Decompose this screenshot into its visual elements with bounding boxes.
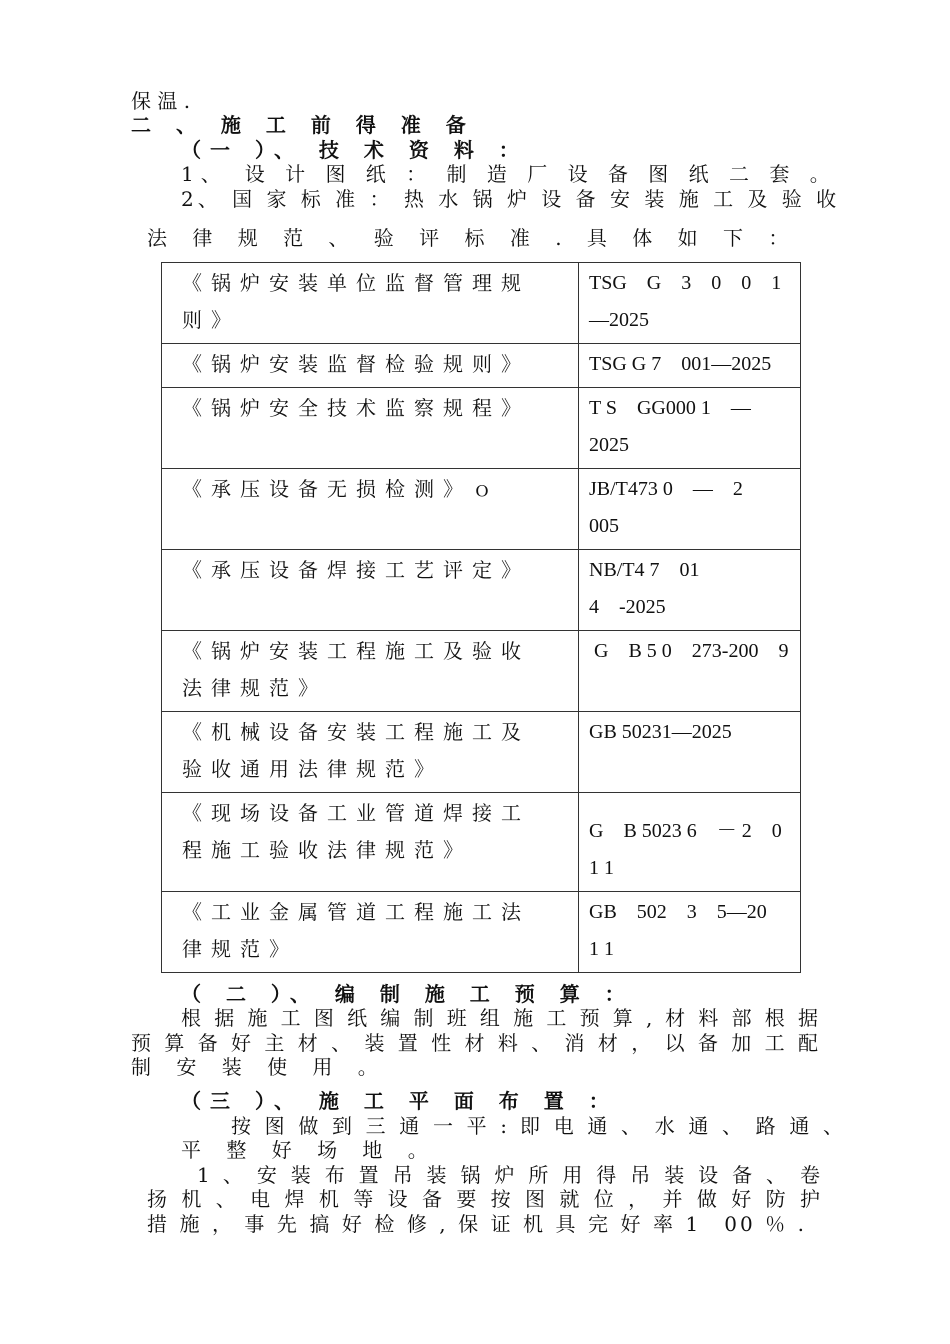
standard-code: TSG G 7 001—2025 xyxy=(579,344,801,388)
standard-code: JB/T473 0 — 2 005 xyxy=(579,469,801,550)
table-row xyxy=(162,712,801,793)
standard-name: 《现场设备工业管道焊接工程施工验收法律规范》 xyxy=(162,793,579,892)
layout-paragraph-line-4: 扬 机 、 电 焊 机 等 设 备 要 按 图 就 位 ， 并 做 好 防 护 xyxy=(147,1187,823,1211)
standard-code: G B 5 0 273-200 9 xyxy=(579,631,801,712)
budget-paragraph-line-1: 根 据 施 工 图 纸 编 制 班 组 施 工 预 算 , 材 料 部 根 据 xyxy=(181,1006,821,1030)
layout-paragraph-line-2: 平 整 好 场 地 。 xyxy=(181,1138,438,1162)
table-row xyxy=(162,263,801,344)
item-national-standards-cont: 法 律 规 范 、 验 评 标 准 . 具 体 如 下 ： xyxy=(147,226,798,250)
standard-name: 《承压设备焊接工艺评定》 xyxy=(162,550,579,631)
section-heading: 二 、 施 工 前 得 准 备 xyxy=(131,113,475,137)
table-row xyxy=(162,344,801,388)
standard-name: 《承压设备无损检测》ｏ xyxy=(162,469,579,550)
standard-name: 《锅炉安装工程施工及验收法律规范》 xyxy=(162,631,579,712)
budget-paragraph-line-2: 预 算 备 好 主 材 、 装 置 性 材 料 、 消 材 ， 以 备 加 工 配 xyxy=(131,1031,821,1055)
layout-paragraph-line-5: 措 施 ， 事 先 搞 好 检 修 , 保 证 机 具 完 好 率 1 00 ％ . xyxy=(147,1212,807,1236)
subsection-title-3: （三 ）、 施 工 平 面 布 置 ： xyxy=(181,1089,618,1113)
item-national-standards: 2、 国 家 标 准 ： 热 水 锅 炉 设 备 安 装 施 工 及 验 收 xyxy=(181,187,841,211)
table-row xyxy=(162,550,801,631)
budget-paragraph-line-3: 制 安 装 使 用 。 xyxy=(131,1055,388,1079)
table-row xyxy=(162,388,801,469)
table-row xyxy=(162,631,801,712)
table-row xyxy=(162,793,801,892)
standard-code: GB 50231—2025 xyxy=(579,712,801,793)
standard-code: G B 5023 6 － 2 0 1 1 xyxy=(579,793,801,892)
table-row xyxy=(162,469,801,550)
standards-table xyxy=(161,262,801,973)
standard-code: NB/T4 7 01 4 -2025 xyxy=(579,550,801,631)
standard-name: 《锅炉安全技术监察规程》 xyxy=(162,388,579,469)
standard-name: 《锅炉安装监督检验规则》 xyxy=(162,344,579,388)
layout-paragraph-line-3: 1 、 安 装 布 置 吊 装 锅 炉 所 用 得 吊 装 设 备 、 卷 xyxy=(197,1163,823,1187)
standard-code: GB 502 3 5—20 1 1 xyxy=(579,892,801,973)
subsection-title-2: （ 二 ）、 编 制 施 工 预 算 ： xyxy=(181,982,634,1006)
standard-name: 《锅炉安装单位监督管理规则》 xyxy=(162,263,579,344)
layout-paragraph-line-1: 按 图 做 到 三 通 一 平 : 即 电 通 、 水 通 、 路 通 、 xyxy=(231,1114,846,1138)
table-row xyxy=(162,892,801,973)
standard-code: T S GG000 1 — 2025 xyxy=(579,388,801,469)
standard-name: 《机械设备安装工程施工及验收通用法律规范》 xyxy=(162,712,579,793)
subsection-title-1: （一 ）、 技 术 资 料 ： xyxy=(181,138,528,162)
standard-name: 《工业金属管道工程施工法律规范》 xyxy=(162,892,579,973)
item-design-drawings: 1、 设 计 图 纸 ： 制 造 厂 设 备 图 纸 二 套 。 xyxy=(181,162,837,186)
intro-text: 保 温 . xyxy=(131,89,191,113)
standard-code: TSG G 3 0 0 1—2025 xyxy=(579,263,801,344)
